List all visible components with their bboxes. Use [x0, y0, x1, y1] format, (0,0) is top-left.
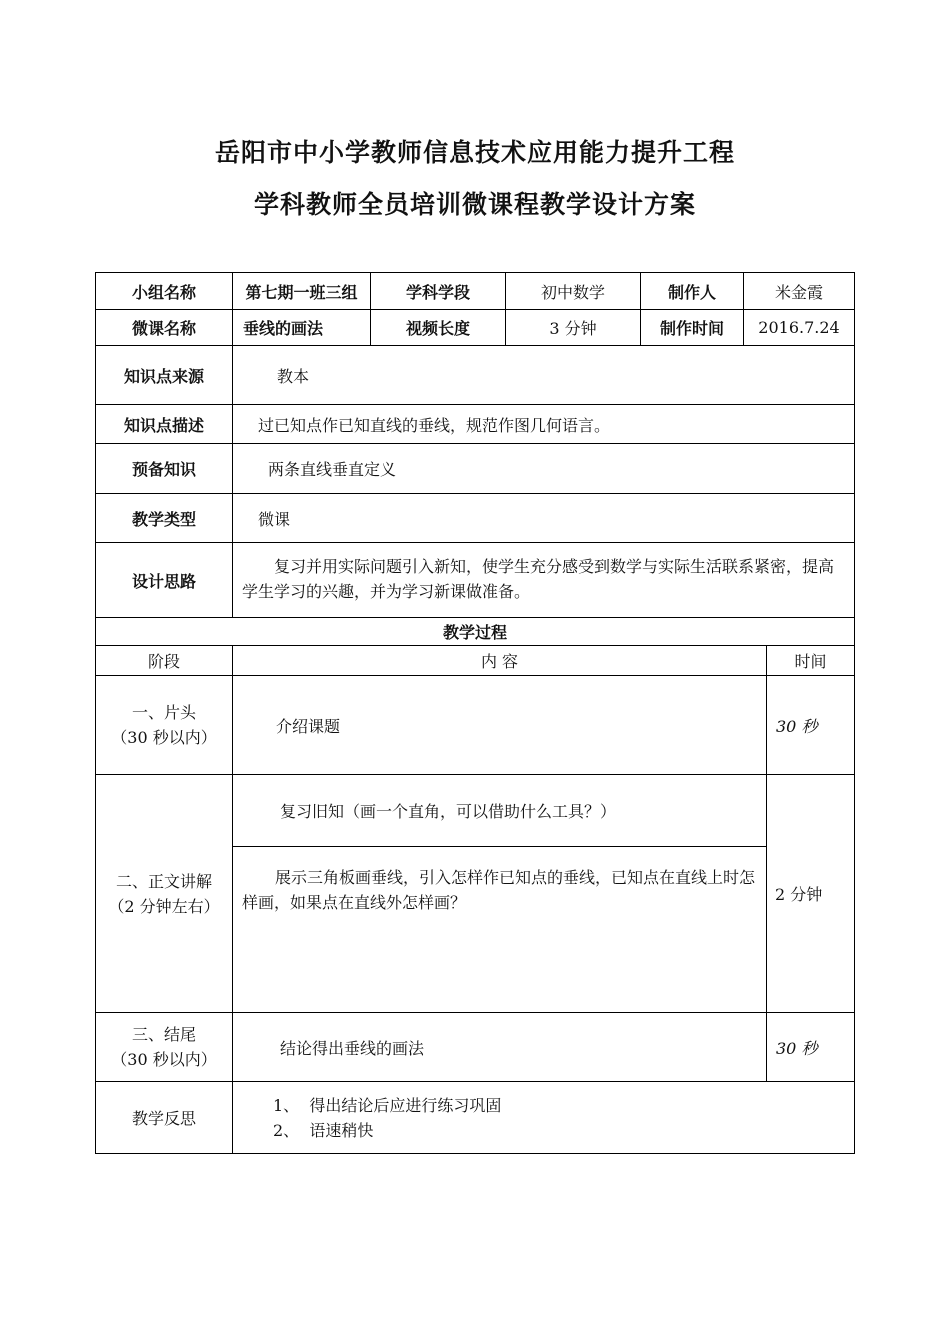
teaching-type-label: 教学类型: [131, 509, 196, 529]
stage1-cell: [96, 700, 232, 750]
knowledge-desc-label: 知识点描述: [123, 415, 204, 435]
group-name-value: 第七期一班三组: [245, 282, 358, 302]
group-name-label: 小组名称: [131, 282, 196, 302]
stage3-content: 结论得出垂线的画法: [280, 1038, 425, 1058]
document-subtitle: 学科教师全员培训微课程教学设计方案: [253, 190, 696, 219]
stage2-time: 2 分钟: [775, 885, 823, 904]
stage2-content-main: 展示三角板画垂线，引入怎样作已知点的垂线，已知点在直线上时怎样画，如果点在直线外怎样画？: [242, 868, 756, 912]
author-value: 米金霞: [774, 282, 823, 302]
course-name-label: 微课名称: [131, 319, 196, 338]
date-label: 制作时间: [659, 319, 724, 338]
video-length-label: 视频长度: [405, 319, 470, 338]
prerequisite-label: 预备知识: [131, 460, 196, 479]
knowledge-desc-value: 过已知点作已知直线的垂线，规范作图几何语言。: [258, 415, 611, 435]
date-value: 2016.7.24: [758, 318, 840, 337]
stage1-time: 30 秒: [776, 716, 818, 736]
design-idea-label: 设计思路: [131, 571, 196, 591]
stage2-content-review: 复习旧知（画一个直角，可以借助什么工具？）: [280, 802, 617, 821]
knowledge-source-label: 知识点来源: [123, 366, 204, 386]
stage3-name: 三、结尾: [131, 1025, 196, 1044]
stage1-note: （30 秒以内）: [111, 728, 217, 747]
prerequisite-value: 两条直线垂直定义: [268, 460, 397, 479]
reflection-list: [273, 1093, 833, 1143]
col-stage-header: 阶段: [147, 652, 180, 671]
course-name-value: 垂线的画法: [243, 319, 324, 338]
reflection-label: 教学反思: [131, 1109, 196, 1128]
subject-value: 初中数学: [540, 282, 605, 302]
reflection-item: 2、 语速稍快: [273, 1121, 374, 1140]
stage2-cell: [96, 869, 232, 919]
stage3-cell: [96, 1022, 232, 1072]
knowledge-source-value: 教本: [277, 366, 310, 386]
author-label: 制作人: [667, 282, 716, 302]
design-idea-value: 复习并用实际问题引入新知，使学生充分感受到数学与实际生活联系紧密，提高学生学习的兴趣，并为学习新课做准备。: [242, 557, 835, 601]
teaching-type-value: 微课: [258, 509, 291, 529]
stage1-name: 一、片头: [131, 703, 196, 722]
document-title: 岳阳市中小学教师信息技术应用能力提升工程: [214, 138, 735, 167]
subject-label: 学科学段: [405, 282, 470, 302]
reflection-item: 1、 得出结论后应进行练习巩固: [273, 1096, 502, 1115]
stage3-time: 30 秒: [776, 1038, 818, 1058]
video-length-value: 3 分钟: [549, 319, 597, 338]
stage2-note: （2 分钟左右）: [108, 897, 220, 916]
process-header: 教学过程: [442, 623, 507, 642]
stage1-content: 介绍课题: [276, 716, 341, 736]
col-content-header: 内 容: [480, 652, 519, 671]
stage2-name: 二、正文讲解: [115, 872, 212, 891]
col-time-header: 时间: [794, 652, 827, 671]
stage3-note: （30 秒以内）: [111, 1050, 217, 1069]
